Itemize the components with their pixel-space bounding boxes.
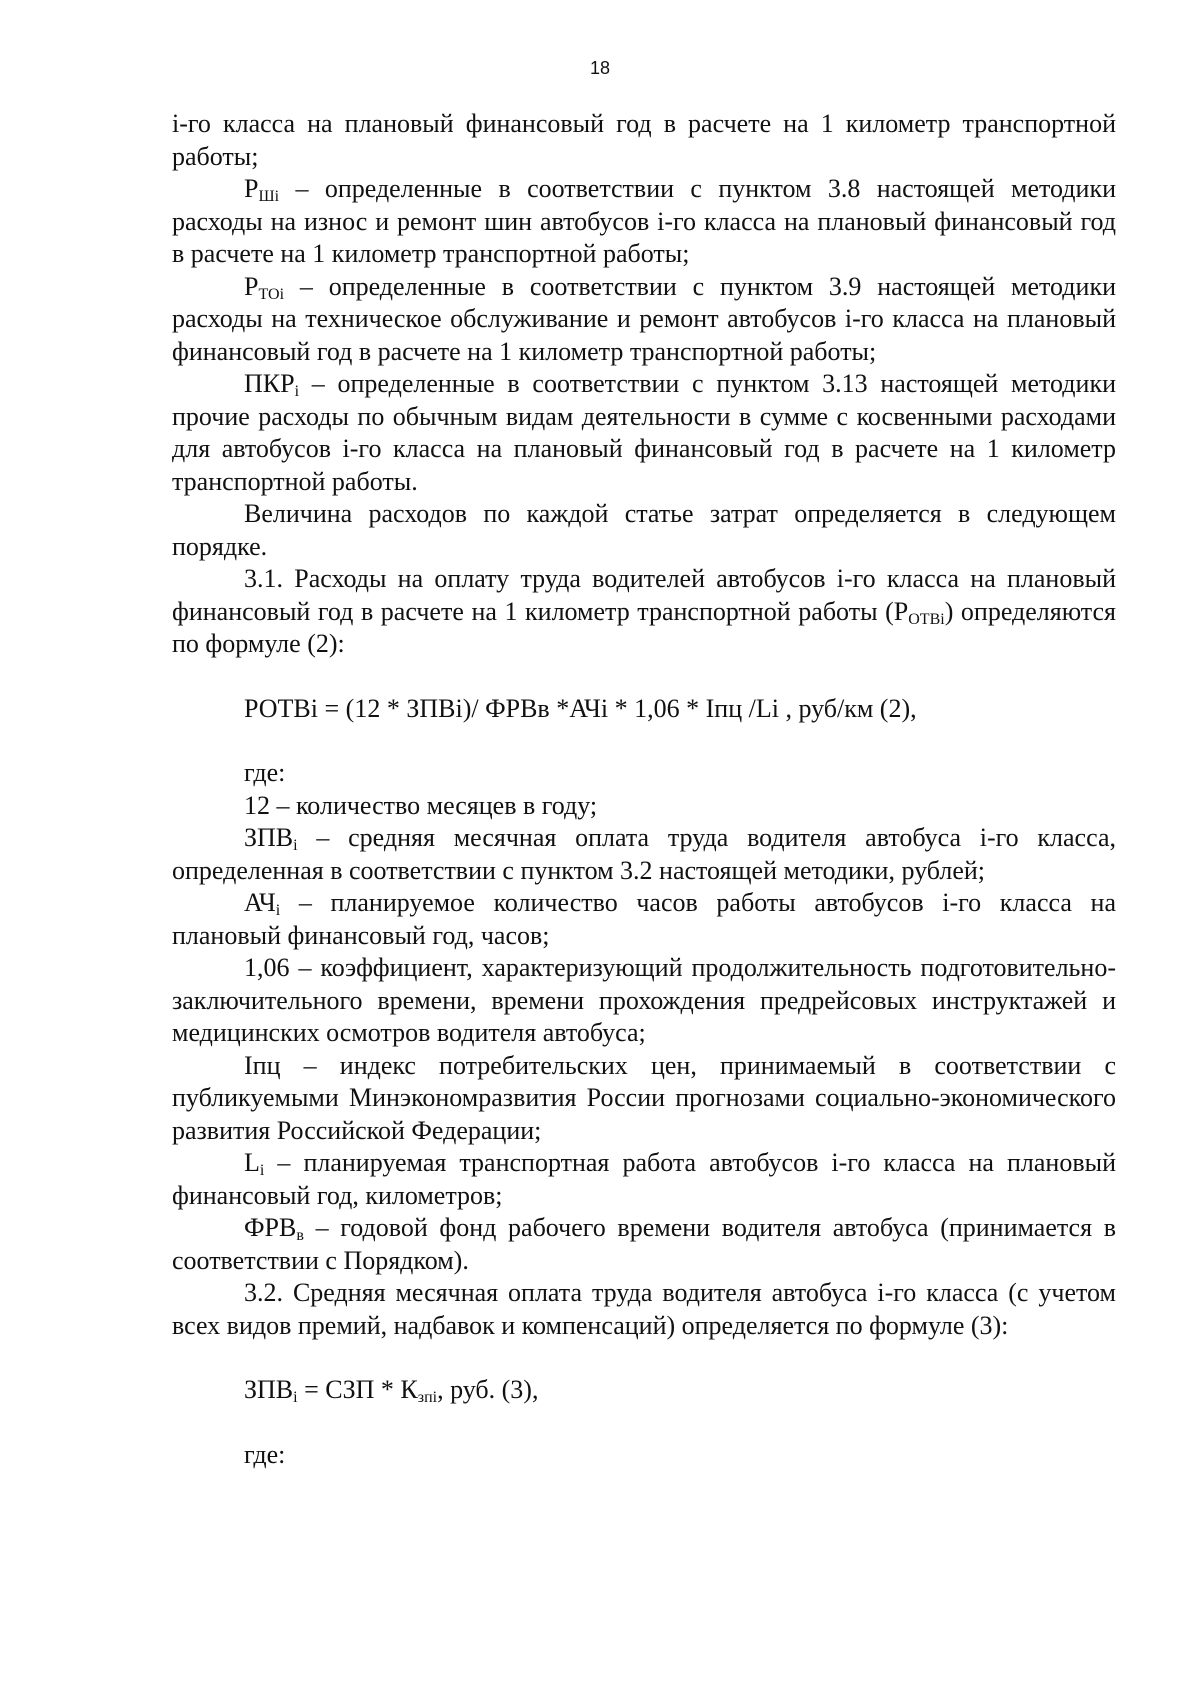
where-label: где: xyxy=(244,1439,286,1469)
paragraph-tire-costs xyxy=(172,173,1116,271)
paragraph-maintenance-costs xyxy=(172,271,1116,369)
paragraph-text: – определенные в соответствии с пунктом 3.8 настоящей методики расходы на износ и ремонт шин автобусов i-го класса на плановый финансовый год в расчете на 1 километр транспортной работы; xyxy=(172,174,1116,268)
paragraph-cost-order: Величина расходов по каждой статье затрат определяется в следующем порядке. xyxy=(172,499,1116,561)
paragraph-transport-work xyxy=(172,1147,1116,1212)
symbol-subscript: i xyxy=(294,383,300,400)
paragraph-other-costs xyxy=(172,368,1116,498)
formula-part: = СЗП * К xyxy=(297,1375,418,1404)
paragraph-avg-wage xyxy=(172,822,1116,887)
paragraph-cpi: Iпц – индекс потребительских цен, принимаемый в соответствии с публикуемыми Минэкономразвития России прогнозами социально-экономического развития Российской Федерации; xyxy=(172,1050,1116,1145)
symbol: Р xyxy=(244,174,259,203)
symbol-subscript: зпi xyxy=(417,1389,438,1406)
symbol-subscript: i xyxy=(293,837,298,854)
symbol: Р xyxy=(244,271,259,301)
paragraph-text: – планируемая транспортная работа автобусов i-го класса на плановый финансовый год, километров; xyxy=(172,1148,1116,1210)
symbol: ПКР xyxy=(244,369,295,398)
symbol: L xyxy=(244,1148,260,1177)
formula-3 xyxy=(172,1374,1116,1407)
symbol-subscript: ТОi xyxy=(258,285,285,303)
symbol: ЗПВ xyxy=(244,823,294,852)
symbol: ФРВ xyxy=(244,1213,297,1242)
symbol-subscript: в xyxy=(296,1227,304,1244)
formula-part: ЗПВ xyxy=(244,1375,294,1404)
paragraph-text: – определенные в соответствии с пунктом 3.13 настоящей методики прочие расходы по обычным видам деятельности в сумме с косвенными расходами для автобусов i-го класса на плановый финансовый год в расчете на 1 километр транспортной работы. xyxy=(172,369,1116,496)
paragraph-continuation: i-го класса на плановый финансовый год в расчете на 1 километр транспортной работы; xyxy=(172,109,1116,171)
document-body xyxy=(172,108,1116,1471)
paragraph-section-3-2: 3.2. Средняя месячная оплата труда водителя автобуса i-го класса (с учетом всех видов премий, надбавок и компенсаций) определяется по формуле (3): xyxy=(172,1278,1116,1340)
paragraph-coefficient: 1,06 – коэффициент, характеризующий продолжительность подготовительно-заключительного времени, времени прохождения предрейсовых инструктажей и медицинских осмотров водителя автобуса; xyxy=(172,953,1116,1047)
paragraph-text: – планируемое количество часов работы автобусов i-го класса на плановый финансовый год, часов; xyxy=(172,888,1116,950)
paragraph-text: 3.1. Расходы на оплату труда водителей автобусов i-го класса на плановый финансовый год в расчете на 1 километр транспортной работы (Р xyxy=(172,564,1116,626)
where-label: где: xyxy=(244,758,286,787)
paragraph-work-time-fund xyxy=(172,1212,1116,1277)
symbol-subscript: i xyxy=(275,902,281,919)
paragraph-section-3-1 xyxy=(172,563,1116,661)
symbol: АЧ xyxy=(244,888,276,917)
symbol-subscript: i xyxy=(293,1389,298,1406)
paragraph-text: – определенные в соответствии с пунктом 3.9 настоящей методики расходы на техническое обслуживание и ремонт автобусов i-го класса на плановый финансовый год в расчете на 1 километр транспортной работы; xyxy=(172,271,1116,366)
paragraph-text: ) определяются по формуле (2): xyxy=(172,596,1116,658)
symbol-subscript: i xyxy=(259,1162,265,1179)
symbol-subscript: ОТВi xyxy=(908,610,945,628)
page-number: 18 xyxy=(589,58,611,78)
paragraph-text: – годовой фонд рабочего времени водителя автобуса (принимается в соответствии с Порядком). xyxy=(172,1213,1116,1275)
formula-2: РОТВi = (12 * ЗПВi)/ ФРВв *АЧi * 1,06 * Iпц /Li , руб/км (2), xyxy=(244,693,917,723)
symbol-subscript: Шi xyxy=(258,188,280,205)
paragraph-months: 12 – количество месяцев в году; xyxy=(244,790,598,820)
formula-part: , руб. (3), xyxy=(437,1375,539,1404)
paragraph-hours xyxy=(172,887,1116,952)
paragraph-text: – средняя месячная оплата труда водителя автобуса i-го класса, определенная в соответствии с пунктом 3.2 настоящей методики, рублей; xyxy=(172,823,1116,885)
